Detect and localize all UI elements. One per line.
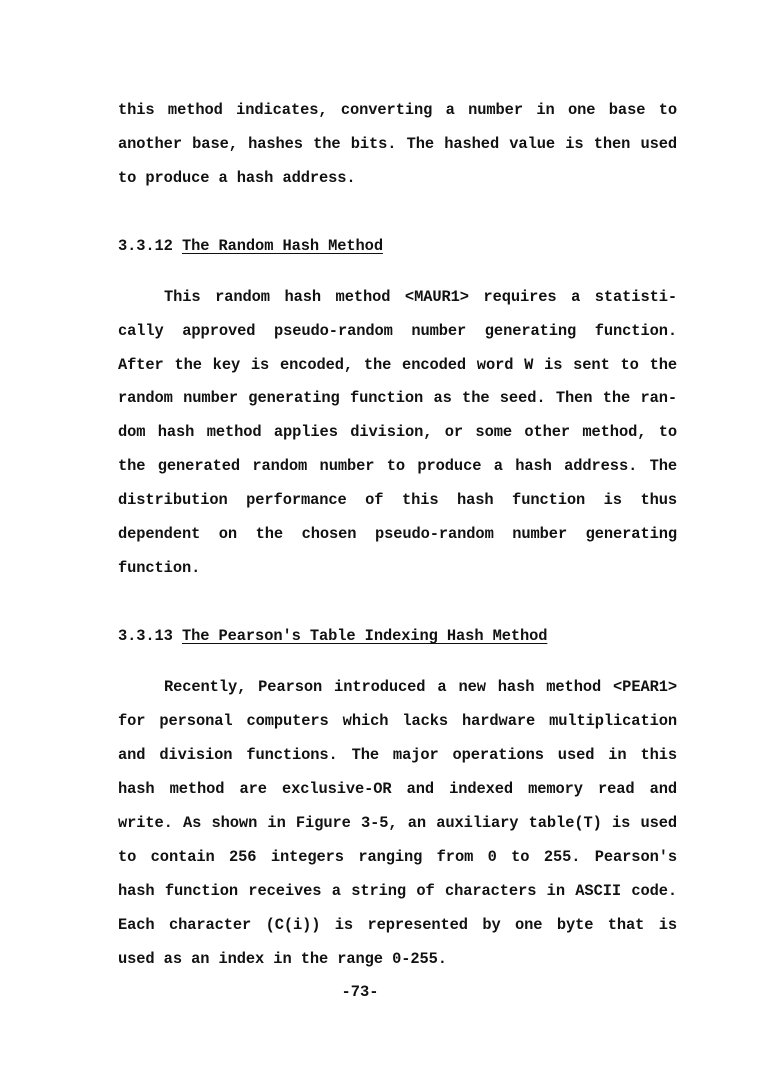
paragraph-2-line: distribution performance of this hash function is thus bbox=[118, 491, 677, 509]
page-number: -73- bbox=[341, 983, 379, 1001]
paragraph-2-line: function. bbox=[118, 559, 201, 577]
paragraph-3-line: Recently, Pearson introduced a new hash method <PEAR1> bbox=[164, 678, 677, 696]
paragraph-3-line: hash function receives a string of characters in ASCII code. bbox=[118, 882, 677, 900]
paragraph-2-line: the generated random number to produce a hash address. The bbox=[118, 457, 677, 475]
paragraph-2-line: random number generating function as the seed. Then the ran- bbox=[118, 389, 677, 407]
paragraph-2-line: dependent on the chosen pseudo-random number generating bbox=[118, 525, 677, 543]
paragraph-2-line: After the key is encoded, the encoded word W is sent to the bbox=[118, 356, 677, 374]
section-heading-3-3-13 bbox=[118, 626, 677, 646]
paragraph-3-line: to contain 256 integers ranging from 0 to 255. Pearson's bbox=[118, 848, 677, 866]
section-title: The Random Hash Method bbox=[181, 237, 383, 255]
paragraph-3-line: Each character (C(i)) is represented by one byte that is bbox=[118, 916, 677, 934]
paragraph-3-line: write. As shown in Figure 3-5, an auxiliary table(T) is used bbox=[118, 814, 677, 832]
paragraph-1-line: to produce a hash address. bbox=[118, 169, 356, 187]
section-number: 3.3.13 bbox=[118, 627, 173, 645]
paragraph-2-line: dom hash method applies division, or some other method, to bbox=[118, 423, 677, 441]
section-title: The Pearson's Table Indexing Hash Method bbox=[181, 627, 548, 645]
paragraph-2-line: This random hash method <MAUR1> requires a statisti- bbox=[164, 288, 677, 306]
section-heading-3-3-12 bbox=[118, 236, 677, 256]
paragraph-3-line: used as an index in the range 0-255. bbox=[118, 950, 447, 968]
paragraph-3-line: and division functions. The major operations used in this bbox=[118, 746, 677, 764]
section-number: 3.3.12 bbox=[118, 237, 173, 255]
paragraph-3-line: hash method are exclusive-OR and indexed memory read and bbox=[118, 780, 677, 798]
paragraph-1-line: this method indicates, converting a number in one base to bbox=[118, 101, 677, 119]
paragraph-2-line: cally approved pseudo-random number generating function. bbox=[118, 322, 677, 340]
paragraph-1-line: another base, hashes the bits. The hashed value is then used bbox=[118, 135, 677, 153]
paragraph-3-line: for personal computers which lacks hardware multiplication bbox=[118, 712, 677, 730]
